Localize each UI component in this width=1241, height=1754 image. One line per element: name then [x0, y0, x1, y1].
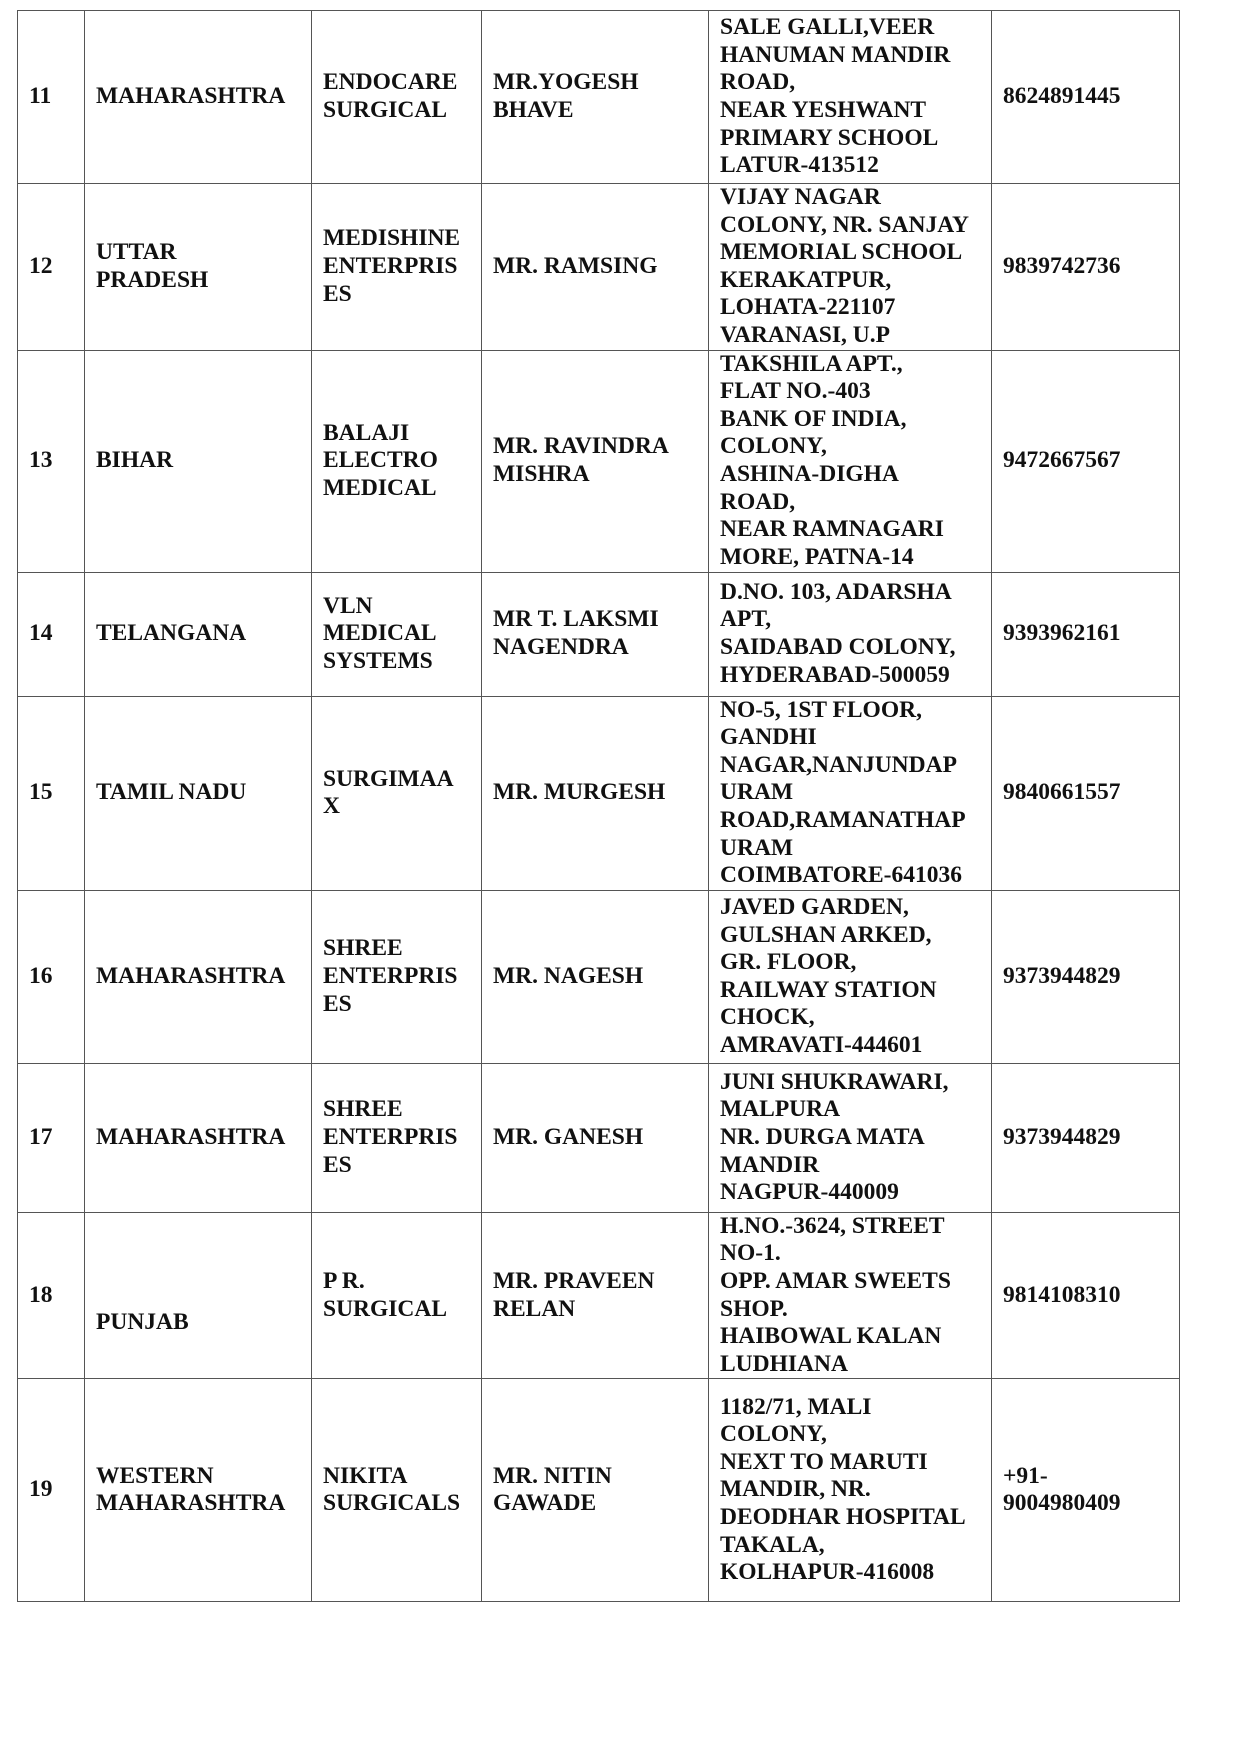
table-row	[18, 1212, 1180, 1379]
contact-person-cell: MR T. LAKSMI NAGENDRA	[482, 572, 709, 696]
phone-cell: 9472667567	[992, 350, 1180, 572]
table-row	[18, 1063, 1180, 1212]
phone-cell: 9839742736	[992, 184, 1180, 351]
phone-cell: 9393962161	[992, 572, 1180, 696]
state-cell: WESTERN MAHARASHTRA	[85, 1379, 312, 1602]
serial-number-cell: 12	[18, 184, 85, 351]
address-cell: 1182/71, MALI COLONY, NEXT TO MARUTI MANDIR, NR. DEODHAR HOSPITAL TAKALA, KOLHAPUR-416008	[709, 1379, 992, 1602]
address-cell: TAKSHILA APT., FLAT NO.-403 BANK OF INDIA, COLONY, ASHINA-DIGHA ROAD, NEAR RAMNAGARI MORE, PATNA-14	[709, 350, 992, 572]
contact-person-cell: MR.YOGESH BHAVE	[482, 11, 709, 184]
firm-name-cell: BALAJI ELECTRO MEDICAL	[312, 350, 482, 572]
state-cell: BIHAR	[85, 350, 312, 572]
contact-person-cell: MR. MURGESH	[482, 696, 709, 890]
firm-name-cell: SHREE ENTERPRIS ES	[312, 890, 482, 1063]
contact-person-cell: MR. NITIN GAWADE	[482, 1379, 709, 1602]
address-cell: H.NO.-3624, STREET NO-1. OPP. AMAR SWEETS SHOP. HAIBOWAL KALAN LUDHIANA	[709, 1212, 992, 1379]
address-cell: JUNI SHUKRAWARI, MALPURA NR. DURGA MATA MANDIR NAGPUR-440009	[709, 1063, 992, 1212]
phone-cell: 9814108310	[992, 1212, 1180, 1379]
firm-name-cell: VLN MEDICAL SYSTEMS	[312, 572, 482, 696]
table-row	[18, 696, 1180, 890]
table-row	[18, 890, 1180, 1063]
contact-person-cell: MR. GANESH	[482, 1063, 709, 1212]
state-cell	[85, 1212, 312, 1379]
address-cell: VIJAY NAGAR COLONY, NR. SANJAY MEMORIAL SCHOOL KERAKATPUR, LOHATA-221107 VARANASI, U.P	[709, 184, 992, 351]
contact-person-cell: MR. RAVINDRA MISHRA	[482, 350, 709, 572]
address-cell: JAVED GARDEN, GULSHAN ARKED, GR. FLOOR, RAILWAY STATION CHOCK, AMRAVATI-444601	[709, 890, 992, 1063]
serial-number-cell: 16	[18, 890, 85, 1063]
table-row	[18, 184, 1180, 351]
firm-name-cell: SURGIMAA X	[312, 696, 482, 890]
phone-cell: +91- 9004980409	[992, 1379, 1180, 1602]
table-row	[18, 350, 1180, 572]
contact-person-cell: MR. RAMSING	[482, 184, 709, 351]
firm-name-cell: SHREE ENTERPRIS ES	[312, 1063, 482, 1212]
phone-cell: 9373944829	[992, 1063, 1180, 1212]
phone-cell: 9840661557	[992, 696, 1180, 890]
dealer-table	[17, 10, 1180, 1602]
state-cell: UTTAR PRADESH	[85, 184, 312, 351]
phone-cell: 9373944829	[992, 890, 1180, 1063]
phone-cell: 8624891445	[992, 11, 1180, 184]
state-cell: TAMIL NADU	[85, 696, 312, 890]
state-cell: MAHARASHTRA	[85, 1063, 312, 1212]
state-cell: TELANGANA	[85, 572, 312, 696]
address-cell: D.NO. 103, ADARSHA APT, SAIDABAD COLONY, HYDERABAD-500059	[709, 572, 992, 696]
table-row	[18, 572, 1180, 696]
state-cell: MAHARASHTRA	[85, 11, 312, 184]
firm-name-cell: MEDISHINE ENTERPRIS ES	[312, 184, 482, 351]
serial-number-cell: 18	[18, 1212, 85, 1379]
serial-number-cell: 15	[18, 696, 85, 890]
serial-number-cell: 17	[18, 1063, 85, 1212]
address-cell: NO-5, 1ST FLOOR, GANDHI NAGAR,NANJUNDAP URAM ROAD,RAMANATHAP URAM COIMBATORE-641036	[709, 696, 992, 890]
state-cell: MAHARASHTRA	[85, 890, 312, 1063]
serial-number-cell: 13	[18, 350, 85, 572]
serial-number-cell: 19	[18, 1379, 85, 1602]
firm-name-cell: ENDOCARE SURGICAL	[312, 11, 482, 184]
address-cell: SALE GALLI,VEER HANUMAN MANDIR ROAD, NEAR YESHWANT PRIMARY SCHOOL LATUR-413512	[709, 11, 992, 184]
firm-name-cell: P R. SURGICAL	[312, 1212, 482, 1379]
table-row	[18, 11, 1180, 184]
state-text: PUNJAB	[96, 1309, 189, 1336]
contact-person-cell: MR. NAGESH	[482, 890, 709, 1063]
firm-name-cell: NIKITA SURGICALS	[312, 1379, 482, 1602]
contact-person-cell: MR. PRAVEEN RELAN	[482, 1212, 709, 1379]
table-row	[18, 1379, 1180, 1602]
serial-number-cell: 11	[18, 11, 85, 184]
serial-number-cell: 14	[18, 572, 85, 696]
